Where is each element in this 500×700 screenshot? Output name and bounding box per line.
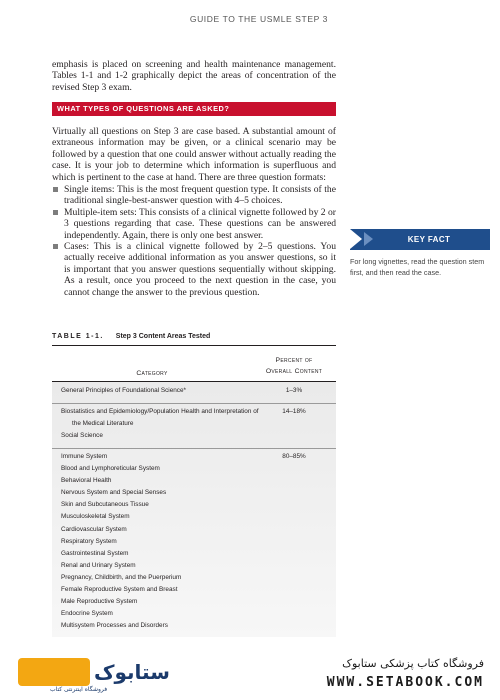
shop-name: فروشگاه کتاب پزشکی ستابوک	[342, 657, 484, 670]
table-label: TABLE 1-1.	[52, 333, 104, 340]
column-header-category: Category	[136, 370, 168, 377]
section-heading: WHAT TYPES OF QUESTIONS ARE ASKED?	[57, 104, 230, 113]
table-row: Respiratory System	[61, 537, 117, 545]
table-group	[52, 385, 336, 397]
table-row: Skin and Subcutaneous Tissue	[61, 501, 149, 509]
table-body	[52, 381, 336, 637]
shop-url-link[interactable]: WWW.SETABOOK.COM	[326, 675, 484, 690]
table-row: Biostatistics and Epidemiology/Population Health and Interpretation of 14–18%	[61, 408, 306, 415]
table-row: Blood and Lymphoreticular System	[61, 465, 160, 473]
list-item: Multiple-item sets: This consists of a clinical vignette followed by 2 or 3 questions regarding that case. These questions can be answered independently. Again, there is only one best answer.	[52, 207, 336, 241]
table-group	[52, 451, 336, 632]
list-item: Single items: This is the most frequent question type. It consists of the traditional single-best-answer question with 4–5 choices.	[52, 184, 336, 207]
table-row: Immune System 80–85%	[61, 453, 306, 460]
square-bullet-icon	[53, 187, 58, 192]
table-row: Gastrointestinal System	[61, 549, 129, 557]
setabook-logo[interactable]	[14, 656, 184, 696]
table-row: Endocrine System	[61, 610, 113, 618]
group-divider	[52, 403, 336, 404]
logo-mark-icon	[18, 658, 90, 686]
table-caption	[52, 333, 210, 340]
list-item: Cases: This is a clinical vignette followed by 2–5 questions. You actually receive additional information as you answer questions, so it is important that you answer questions sequentially without skipping. As a result, once you proceed to the next question in the case, you cannot change the answer to the previous question.	[52, 241, 336, 298]
square-bullet-icon	[53, 210, 58, 215]
square-bullet-icon	[53, 244, 58, 249]
table-row: Multisystem Processes and Disorders	[61, 622, 168, 630]
logo-tagline: فروشگاه اینترنتی کتاب	[50, 686, 108, 693]
table-row: Nervous System and Special Senses	[61, 489, 167, 497]
section-heading-bar	[52, 102, 336, 116]
group-divider	[52, 448, 336, 449]
table-row: Musculoskeletal System	[61, 513, 130, 521]
table-row: General Principles of Foundational Science* 1–3%	[61, 387, 303, 394]
logo-wordmark: ستابوک	[94, 660, 170, 684]
key-fact-label: KEY FACT	[407, 235, 451, 244]
table-row: Pregnancy, Childbirth, and the Puerperium	[61, 573, 182, 581]
running-header: GUIDE TO THE USMLE STEP 3	[189, 14, 328, 24]
key-fact-banner	[350, 229, 490, 250]
table-row: Female Reproductive System and Breast	[61, 586, 178, 594]
table-row: Behavioral Health	[61, 477, 112, 485]
table-row: Male Reproductive System	[61, 598, 138, 606]
key-fact-text: For long vignettes, read the question stem first, and then read the case.	[350, 257, 485, 277]
table-header	[52, 345, 336, 381]
intro-paragraph: emphasis is placed on screening and health maintenance management. Tables 1-1 and 1-2 graphically depict the areas of concentration of the revised Step 3 exam.	[52, 59, 336, 93]
table-row: the Medical Literature	[72, 420, 134, 428]
table-title: Step 3 Content Areas Tested	[115, 333, 211, 340]
question-format-list	[52, 184, 336, 298]
table-group	[52, 406, 336, 442]
table-row: Social Science	[61, 432, 103, 440]
table-row: Renal and Urinary System	[61, 561, 136, 569]
section-paragraph: Virtually all questions on Step 3 are case based. A substantial amount of extraneous information may be given, or a clinical scenario may be followed by a question that one could answer without actually reading the case. It is your job to determine which information is superfluous and which is pertinent to the case at hand. There are three question formats:	[52, 126, 336, 183]
table-row: Cardiovascular System	[61, 525, 127, 533]
column-header-percent: Percent of Overall Content	[265, 357, 323, 375]
